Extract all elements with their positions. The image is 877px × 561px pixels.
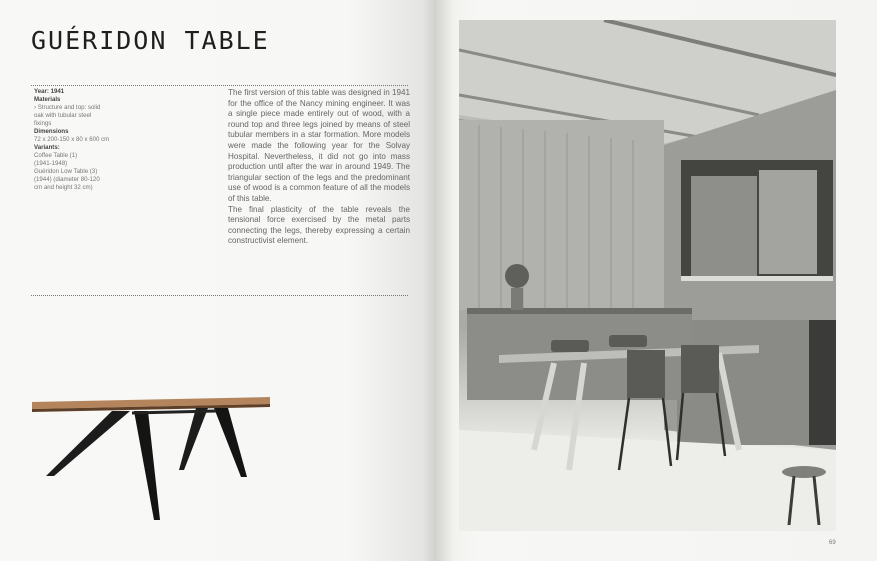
variants-line: (1941-1948) bbox=[34, 160, 68, 167]
table-leg bbox=[134, 411, 160, 520]
variants-line: Guéridon Low Table (3) bbox=[34, 168, 98, 175]
variants-line: (1944) (diameter 80-120 bbox=[34, 176, 100, 183]
dimensions-value: 72 x 200-150 x 80 x 600 cm bbox=[34, 136, 110, 143]
left-page bbox=[0, 0, 436, 561]
table-crossbar bbox=[132, 411, 216, 413]
description-paragraph: The first version of this table was designed in 1941 for the office of the Nancy mining engineer. It was a single piece made entirely out of wood, with a round top and three legs joined by means of steel tubular members in a star formation. More models were made the following year for the Solvay Hospital. Nevertheless, it did not go into mass production until after the war in around 1949. The triangular section of the legs and the predominant use of wood is a common feature of all the models of this table. bbox=[228, 88, 410, 203]
interior-photo bbox=[459, 20, 836, 531]
table-leg bbox=[214, 408, 247, 477]
materials-label: Materials bbox=[34, 96, 61, 103]
materials-line: › Structure and top: solid bbox=[34, 104, 101, 111]
description-paragraph: The final plasticity of the table reveals the tensional force exercised by the metal parts connecting the legs, thereby expressing a certain constructivist element. bbox=[228, 204, 410, 246]
interior-photo-drawing bbox=[459, 20, 836, 531]
variants-line: cm and height 32 cm) bbox=[34, 184, 93, 191]
table-product-image bbox=[28, 390, 276, 522]
description-text bbox=[228, 88, 410, 247]
dimensions-label: Dimensions bbox=[34, 128, 69, 135]
details-sidebar bbox=[34, 88, 136, 192]
table-leg bbox=[179, 408, 208, 470]
year-text: Year: 1941 bbox=[34, 88, 65, 95]
dotted-rule-top bbox=[31, 85, 408, 86]
variants-line: Coffee Table (1) bbox=[34, 152, 78, 159]
table-leg bbox=[46, 411, 130, 476]
variants-label: Variants: bbox=[34, 144, 60, 151]
materials-line: oak with tubular steel bbox=[34, 112, 92, 119]
dotted-rule-bottom bbox=[31, 295, 408, 296]
materials-line: fixings bbox=[34, 120, 52, 127]
page-number: 69 bbox=[829, 540, 836, 546]
page-title: GUÉRIDON TABLE bbox=[31, 26, 270, 55]
